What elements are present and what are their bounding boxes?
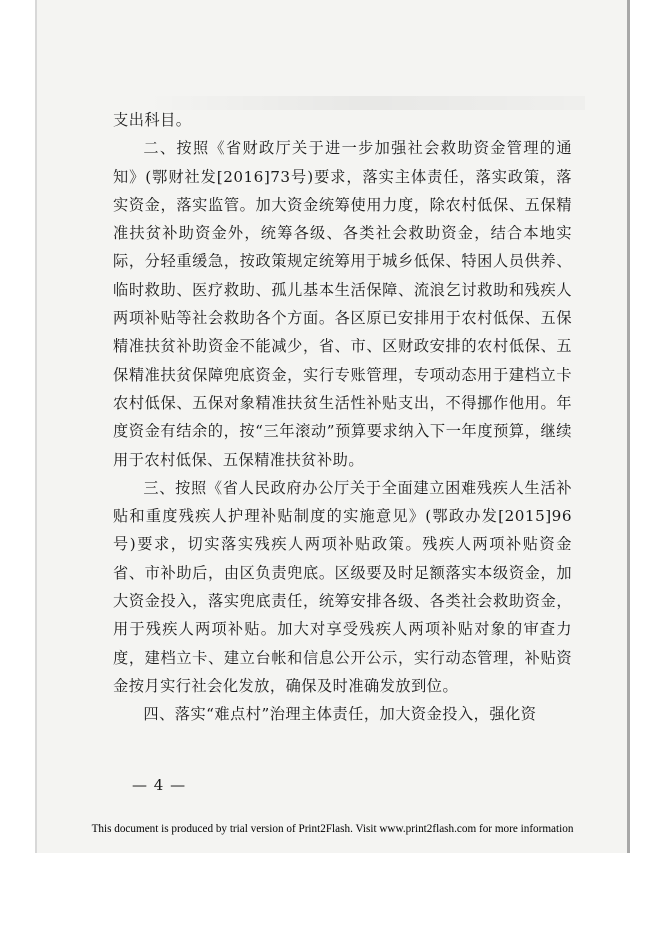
document-body [113, 106, 572, 729]
page-edge-left [35, 0, 37, 853]
paragraph-section-4: 四、落实“难点村”治理主体责任，加大资金投入，强化资 [143, 705, 537, 724]
page-number: — 4 — [132, 776, 187, 794]
trial-watermark-text: This document is produced by trial version of Print2Flash. Visit www.print2flash.com for more information [91, 823, 574, 835]
paragraph-section-2: 二、按照《省财政厅关于进一步加强社会救助资金管理的通知》(鄂财社发[2016]73号)要求，落实主体责任，落实政策，落实资金，落实监管。加大资金统筹使用力度，除农村低保、五保精准扶贫补助资金外，统筹各级、各类社会救助资金，结合本地实际，分轻重缓急，按政策规定统筹用于城乡低保、特困人员供养、临时救助、医疗救助、孤儿基本生活保障、流浪乞讨救助和残疾人两项补贴等社会救助各个方面。各区原已安排用于农村低保、五保精准扶贫补助资金不能减少，省、市、区财政安排的农村低保、五保精准扶贫保障兜底资金，实行专账管理，专项动态用于建档立卡农村低保、五保对象精准扶贫生活性补贴支出，不得挪作他用。年度资金有结余的，按“三年滚动”预算要求纳入下一年度预算，继续用于农村低保、五保精准扶贫补助。 [113, 139, 572, 469]
scanned-page [35, 0, 630, 853]
paragraph-section-3: 三、按照《省人民政府办公厅关于全面建立困难残疾人生活补贴和重度残疾人护理补贴制度的实施意见》(鄂政办发[2015]96号)要求，切实落实残疾人两项补贴政策。残疾人两项补贴资金省、市补助后，由区负责兜底。区级要及时足额落实本级资金，加大资金投入，落实兜底责任，统筹安排各级、各类社会救助资金，用于残疾人两项补贴。加大对享受残疾人两项补贴对象的审查力度，建档立卡、建立台帐和信息公开公示，实行动态管理，补贴资金按月实行社会化发放，确保及时准确发放到位。 [113, 478, 572, 695]
paragraph-continuation: 支出科目。 [113, 111, 192, 129]
page-edge-right [627, 0, 630, 853]
